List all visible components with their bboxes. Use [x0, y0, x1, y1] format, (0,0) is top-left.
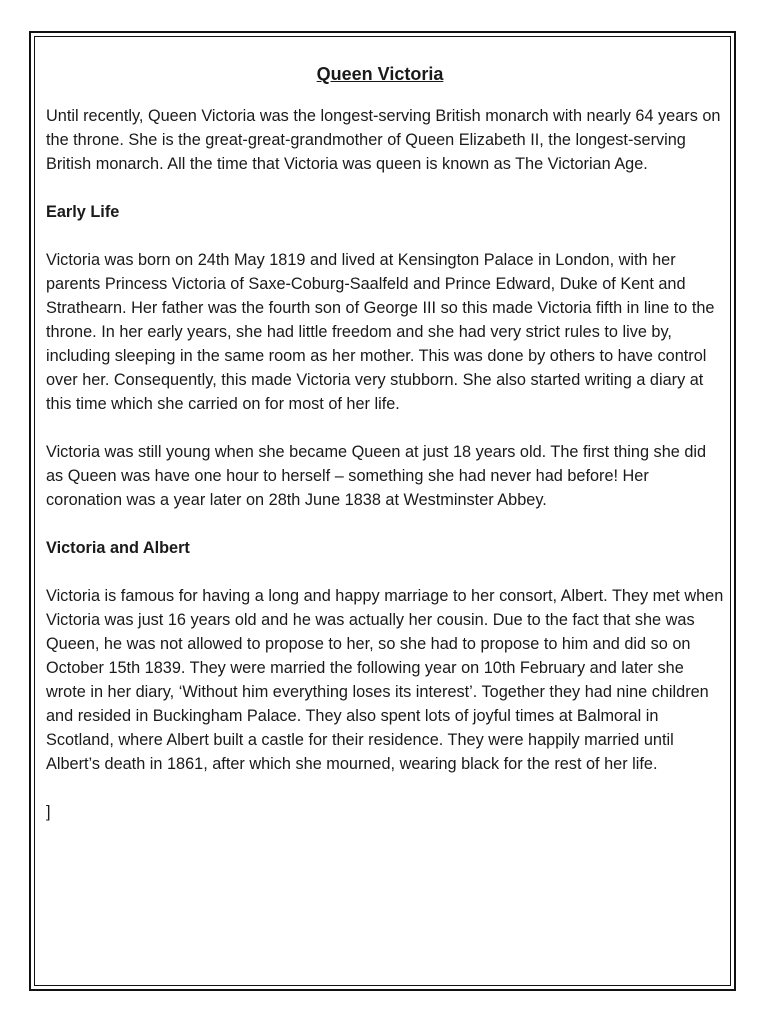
victoria-albert-paragraph: Victoria is famous for having a long and happy marriage to her consort, Albert. They met when Victoria was just 16 years old and he was actually her cousin. Due to the fact that she was Queen, he was not allowed to propose to her, so she had to propose to him and did so on October 15th 1839. They were married the following year on 10th February and later she wrote in her diary, ‘Without him everything loses its interest’. Together they had nine children and resided in Buckingham Palace. They also spent lots of joyful times at Balmoral in Scotland, where Albert built a castle for their residence. They were happily married until Albert’s death in 1861, after which she mourned, wearing black for the rest of her life.	[46, 587, 724, 773]
section-heading-victoria-and-albert: Victoria and Albert	[46, 539, 190, 557]
intro-paragraph: Until recently, Queen Victoria was the longest-serving British monarch with nearly 64 years on the throne. She is the great-great-grandmother of Queen Elizabeth II, the longest-serving British monarch. All the time that Victoria was queen is known as The Victorian Age.	[46, 107, 721, 173]
early-life-paragraph-1: Victoria was born on 24th May 1819 and lived at Kensington Palace in London, with her parents Princess Victoria of Saxe-Coburg-Saalfeld and Prince Edward, Duke of Kent and Strathearn. Her father was the fourth son of George III so this made Victoria fifth in line to the throne. In her early years, she had little freedom and she had very strict rules to live by, including sleeping in the same room as her mother. This was done by others to have control over her. Consequently, this made Victoria very stubborn. She also started writing a diary at this time which she carried on for most of her life.	[46, 251, 715, 413]
section-heading-early-life: Early Life	[46, 203, 120, 221]
early-life-paragraph-2: Victoria was still young when she became Queen at just 18 years old. The first thing she did as Queen was have one hour to herself – something she had never had before! Her coronation was a year later on 28th June 1838 at Westminster Abbey.	[46, 443, 707, 509]
document-body	[46, 62, 726, 824]
page-title: Queen Victoria	[316, 64, 444, 84]
trailing-bracket: ]	[46, 803, 51, 821]
